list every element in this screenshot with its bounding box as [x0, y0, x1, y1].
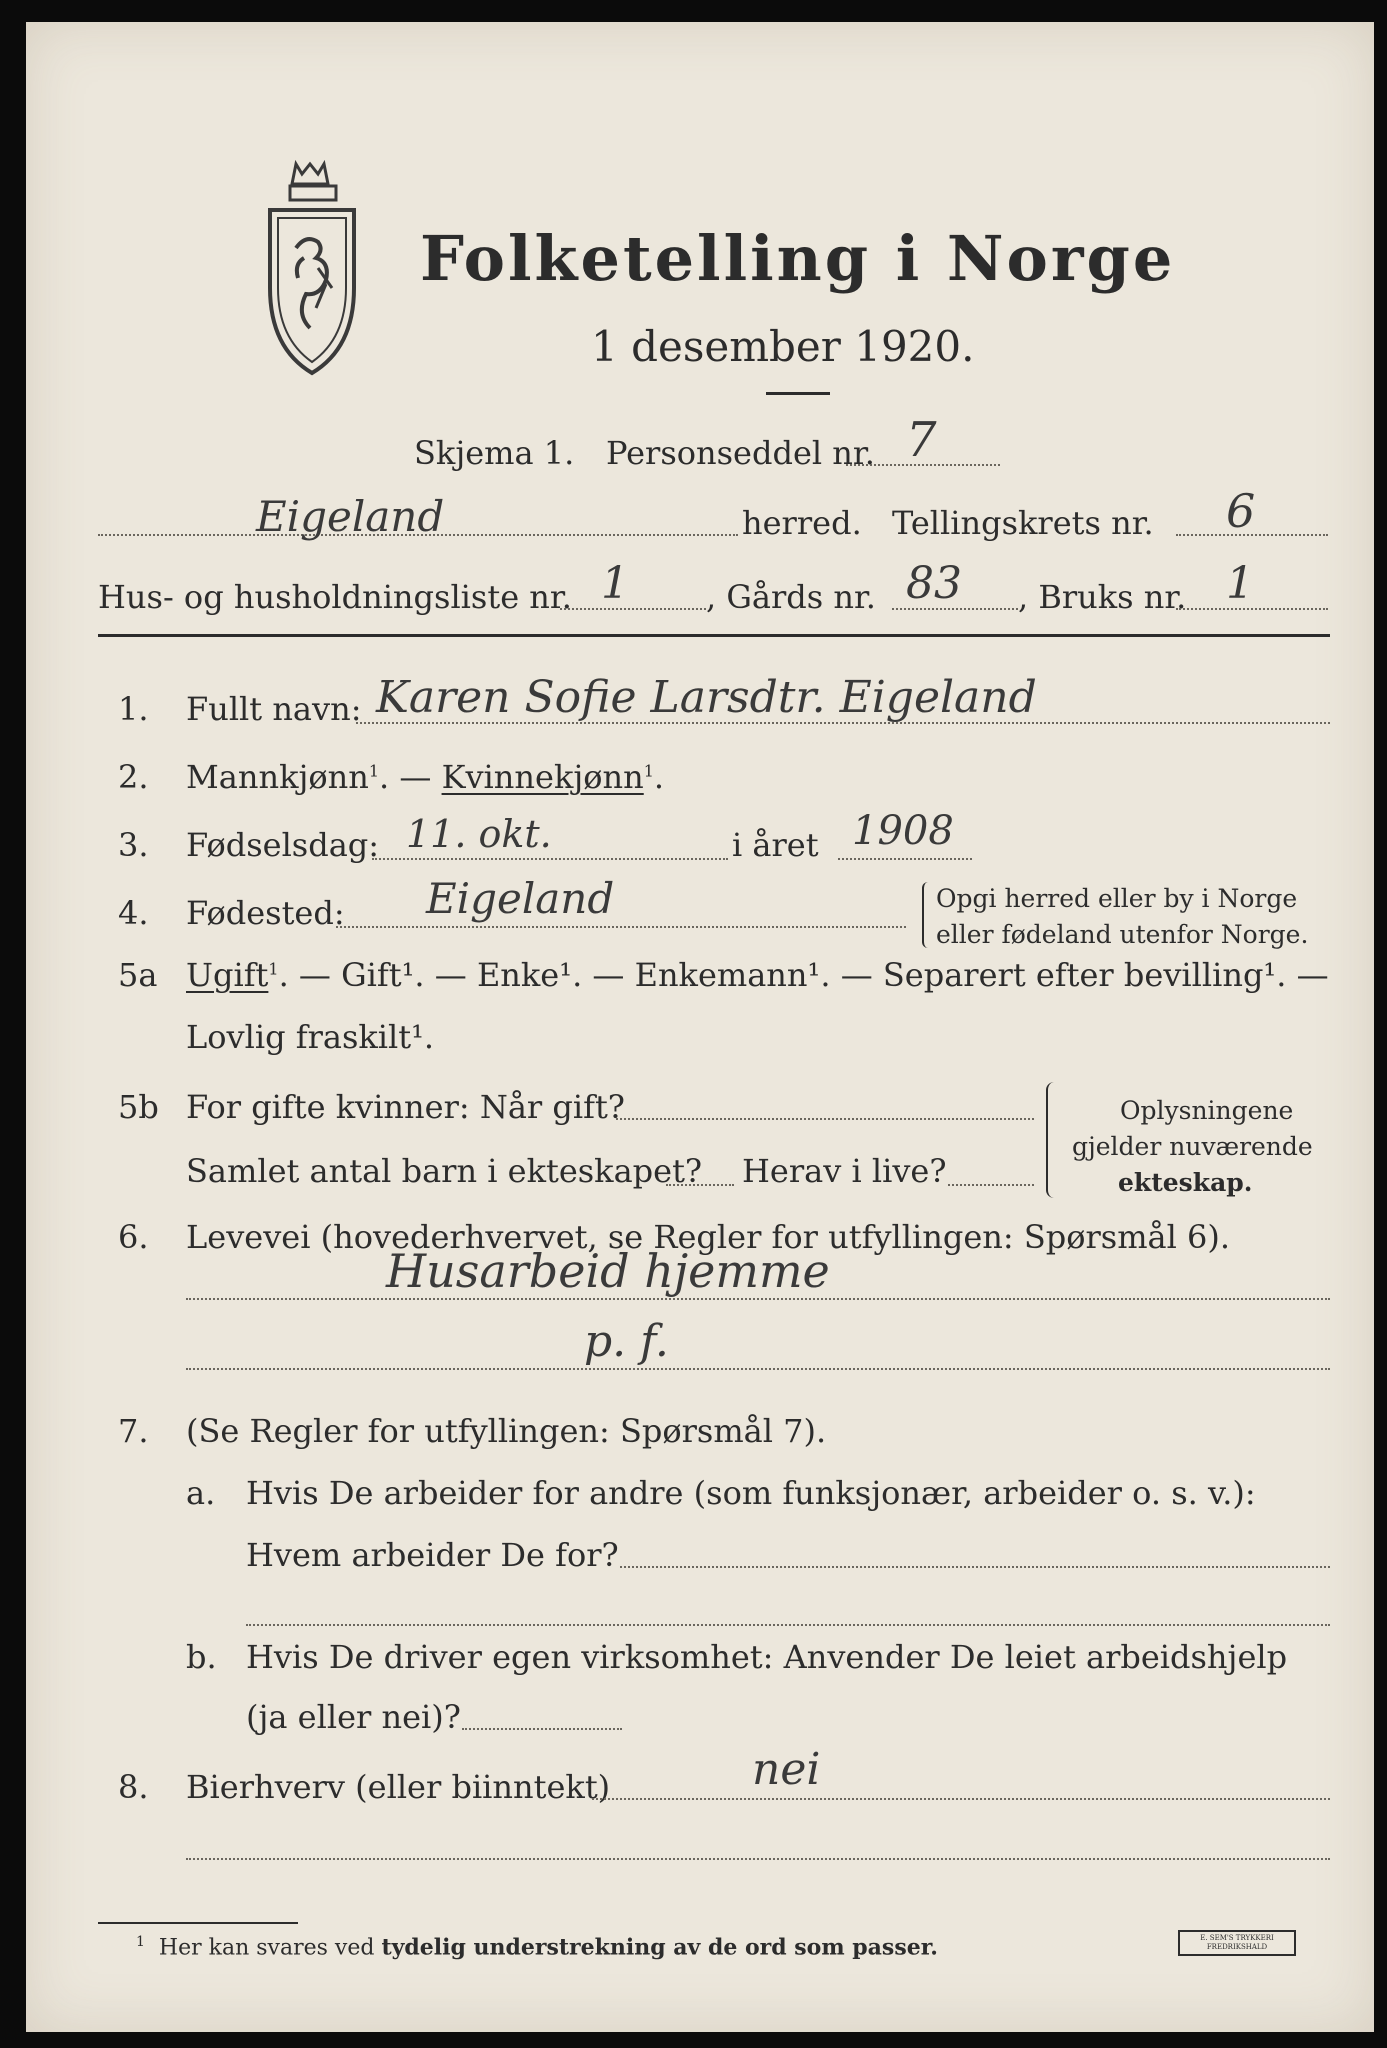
- q4-label: Fødested:: [186, 894, 345, 932]
- bruks-label: , Bruks nr.: [1018, 578, 1187, 616]
- q5b-brace: [1046, 1082, 1056, 1198]
- q3-year-label: i året: [732, 826, 819, 864]
- q2-sex-options: Mannkjønn$^1$. — Kvinnekjønn$^1$.: [186, 758, 665, 796]
- q7a-label: Hvis De arbeider for andre (som funksjonær, arbeider o. s. v.):: [246, 1474, 1256, 1512]
- q8-value: nei: [752, 1744, 821, 1795]
- q7a-label2: Hvem arbeider De for?: [246, 1536, 619, 1574]
- q7a-letter: a.: [186, 1474, 216, 1512]
- herred-value: Eigeland: [256, 492, 445, 541]
- q5b-note-line2: gjelder nuværende: [1072, 1132, 1313, 1161]
- q5a-number: 5a: [118, 956, 158, 994]
- herred-label: herred.: [742, 504, 862, 542]
- hus-label: Hus- og husholdningsliste nr.: [98, 578, 572, 616]
- q7b-letter: b.: [186, 1638, 217, 1676]
- q8-label: Bierhverv (eller biinntekt): [186, 1768, 611, 1806]
- form-title: Folketelling i Norge: [420, 222, 1176, 295]
- q4-brace: [922, 882, 930, 948]
- q3-number: 3.: [118, 826, 149, 864]
- q4-note-line2: eller fødeland utenfor Norge.: [936, 920, 1309, 949]
- personseddel-value: 7: [906, 412, 937, 468]
- q1-number: 1.: [118, 690, 149, 728]
- gards-label: , Gårds nr.: [706, 578, 876, 616]
- q7b-label2: (ja eller nei)?: [246, 1698, 461, 1736]
- gards-value: 83: [906, 558, 962, 609]
- skjema-label: Skjema 1.: [414, 434, 575, 472]
- hus-value: 1: [601, 558, 629, 609]
- header-rule: [98, 634, 1330, 637]
- footnote: $^1$ Her kan svares ved tydelig understrekning av de ord som passer.: [136, 1934, 938, 1961]
- q4-note-line1: Opgi herred eller by i Norge: [936, 884, 1298, 913]
- q5a-line2: Lovlig fraskilt¹.: [186, 1018, 435, 1056]
- q3-label: Fødselsdag:: [186, 826, 380, 864]
- census-form: [26, 22, 1374, 2032]
- q4-number: 4.: [118, 894, 149, 932]
- q5b-note-line3: ekteskap.: [1118, 1168, 1253, 1197]
- q7-number: 7.: [118, 1412, 149, 1450]
- q8-number: 8.: [118, 1768, 149, 1806]
- q5b-note-line1: Oplysningene: [1120, 1096, 1294, 1125]
- q4-birthplace-value: Eigeland: [426, 874, 615, 923]
- q5a-ugift-option-underlined: Ugift: [186, 956, 269, 994]
- q7-label: (Se Regler for utfyllingen: Spørsmål 7).: [186, 1412, 827, 1450]
- q3-birthday-value: 11. okt.: [406, 812, 552, 856]
- census-date: 1 desember 1920.: [591, 322, 975, 371]
- q6-number: 6.: [118, 1218, 149, 1256]
- footnote-mark: 1: [136, 1934, 145, 1950]
- q5b-label2: Samlet antal barn i ekteskapet?: [186, 1152, 703, 1190]
- bruks-value: 1: [1226, 558, 1254, 609]
- q6-occupation-value: Husarbeid hjemme: [386, 1244, 830, 1298]
- q1-full-name-value: Karen Sofie Larsdtr. Eigeland: [376, 672, 1037, 723]
- q5b-label1: For gifte kvinner: Når gift?: [186, 1088, 625, 1126]
- title-divider: [766, 392, 830, 395]
- coat-of-arms-icon: [256, 158, 366, 378]
- q2-female-option-underlined: Kvinnekjønn: [441, 758, 644, 796]
- q1-label: Fullt navn:: [186, 690, 362, 728]
- q5a-marital-options: Ugift$^1$. — Gift¹. — Enke¹. — Enkemann¹. — Separert efter bevilling¹. —: [186, 956, 1329, 994]
- tellingskrets-value: 6: [1226, 484, 1256, 538]
- q7b-label: Hvis De driver egen virksomhet: Anvender De leiet arbeidshjelp: [246, 1638, 1288, 1676]
- q3-year-value: 1908: [852, 808, 954, 854]
- q5b-number: 5b: [118, 1088, 159, 1126]
- q6-label: Levevei (hovederhvervet, se Regler for utfyllingen: Spørsmål 6).: [186, 1218, 1231, 1256]
- q2-number: 2.: [118, 758, 149, 796]
- tellingskrets-label: Tellingskrets nr.: [892, 504, 1154, 542]
- q6-occupation-value2: p. f.: [584, 1316, 669, 1367]
- q2-male-option: Mannkjønn: [186, 758, 369, 796]
- personseddel-label: Personseddel nr.: [606, 434, 875, 472]
- q5b-label3: Herav i live?: [742, 1152, 947, 1190]
- printer-stamp: E. SEM'S TRYKKERI FREDRIKSHALD: [1178, 1930, 1296, 1956]
- footnote-divider: [98, 1922, 298, 1924]
